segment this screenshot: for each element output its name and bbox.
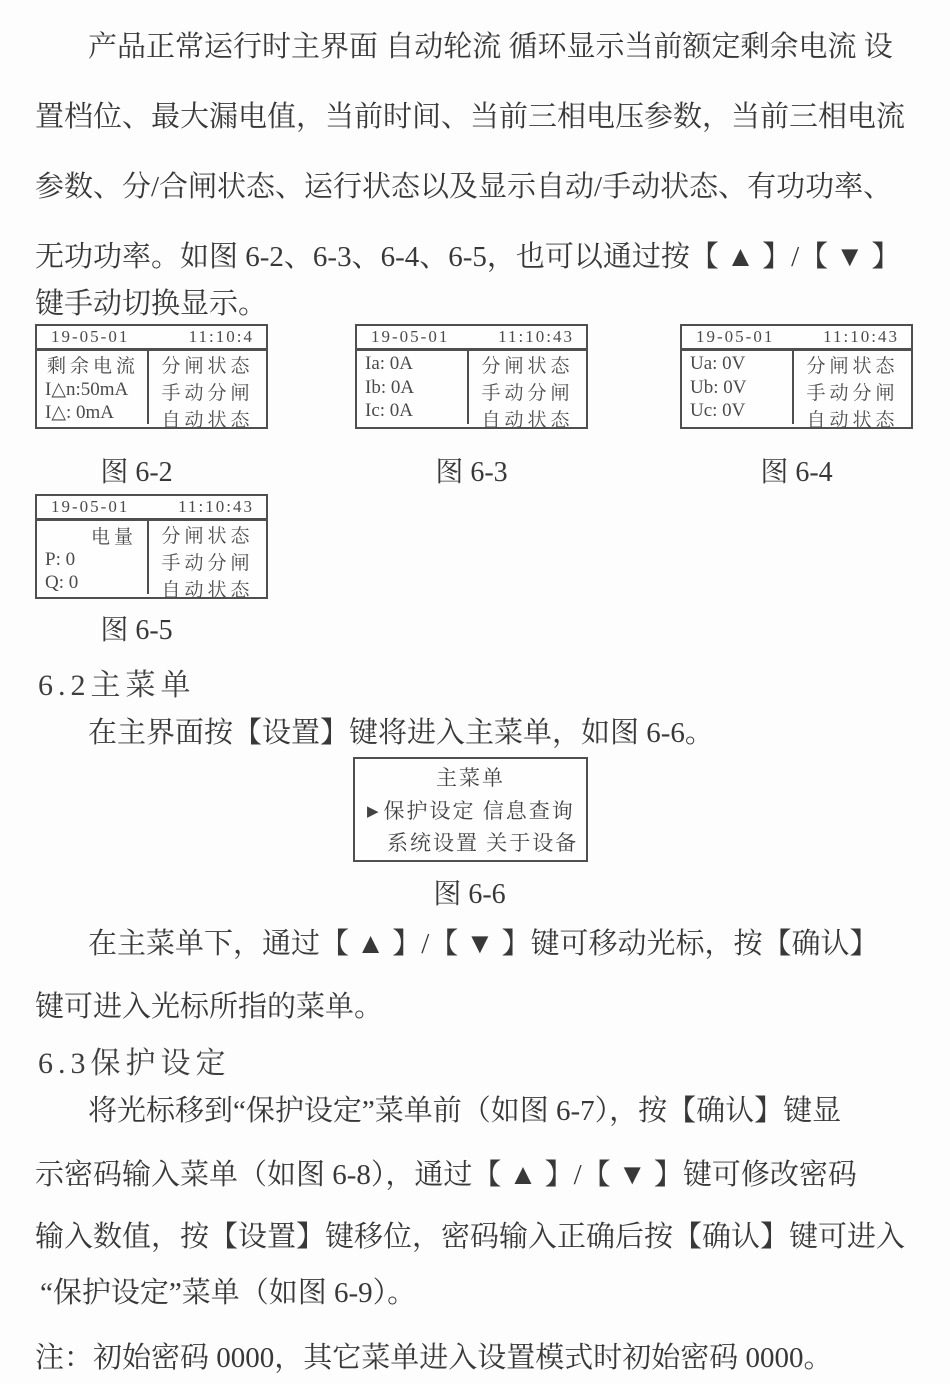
lcd-header bbox=[357, 326, 586, 351]
lcd-header bbox=[37, 496, 266, 521]
figure-caption-6-2: 图 6-2 bbox=[100, 457, 173, 488]
figure-caption-6-3: 图 6-3 bbox=[435, 457, 508, 488]
manual-trip-status: 手动分闸 bbox=[161, 383, 254, 404]
figure-caption-6-5: 图 6-5 bbox=[100, 615, 173, 646]
lcd-screen-fig-6-4 bbox=[680, 324, 913, 429]
lcd-body bbox=[357, 351, 586, 431]
menu-row-1 bbox=[355, 795, 586, 825]
section-6-2-paragraph-2-line-2: 键可进入光标所指的菜单。 bbox=[35, 991, 384, 1023]
lcd-header bbox=[682, 326, 911, 351]
phase-b-current: Ib: 0A bbox=[365, 376, 415, 398]
lcd-right-column bbox=[149, 351, 266, 431]
manual-trip-status: 手动分闸 bbox=[481, 383, 574, 404]
lcd-left-column bbox=[682, 351, 794, 424]
auto-status: 自动状态 bbox=[161, 580, 254, 601]
lcd-time: 11:10:4 bbox=[188, 327, 254, 346]
breaker-status: 分闸状态 bbox=[161, 356, 254, 377]
manual-trip-status: 手动分闸 bbox=[806, 383, 899, 404]
lcd-screen-fig-6-5 bbox=[35, 494, 268, 599]
lcd-screen-fig-6-3 bbox=[355, 324, 588, 429]
figure-caption-6-4: 图 6-4 bbox=[760, 457, 833, 488]
lcd-right-column bbox=[794, 351, 911, 431]
phase-c-voltage: Uc: 0V bbox=[690, 400, 746, 422]
residual-current-value: I△: 0mA bbox=[45, 402, 114, 423]
section-6-3-line-4: “保护设定”菜单（如图 6-9）。 bbox=[40, 1277, 417, 1309]
lcd-header bbox=[37, 326, 266, 351]
lcd-time: 11:10:43 bbox=[823, 327, 899, 346]
section-6-3-line-2: 示密码输入菜单（如图 6-8），通过【 ▲ 】/【 ▼ 】键可修改密码 bbox=[35, 1159, 857, 1191]
phase-c-current: Ic: 0A bbox=[365, 400, 414, 422]
auto-status: 自动状态 bbox=[161, 410, 254, 431]
lcd-body bbox=[37, 521, 266, 601]
phase-a-voltage: Ua: 0V bbox=[690, 352, 746, 374]
lcd-left-column bbox=[37, 521, 149, 594]
lcd-left-column bbox=[37, 351, 149, 424]
breaker-status: 分闸状态 bbox=[481, 356, 574, 377]
figure-caption-6-6: 图 6-6 bbox=[433, 879, 506, 910]
section-6-2-paragraph: 在主界面按【设置】键将进入主菜单，如图 6-6。 bbox=[88, 717, 714, 749]
main-menu-screen-fig-6-6 bbox=[353, 757, 588, 862]
phase-a-current: Ia: 0A bbox=[365, 352, 414, 374]
menu-title: 主菜单 bbox=[436, 765, 505, 790]
active-power-value: P: 0 bbox=[45, 549, 76, 570]
lcd-right-column bbox=[469, 351, 586, 431]
menu-row-2-items: 系统设置 关于设备 bbox=[387, 831, 579, 856]
section-6-3-line-3: 输入数值，按【设置】键移位，密码输入正确后按【确认】键可进入 bbox=[35, 1221, 906, 1253]
phase-b-voltage: Ub: 0V bbox=[690, 376, 747, 398]
intro-line-1: 产品正常运行时主界面 自动轮流 循环显示当前额定剩余电流 设 bbox=[88, 31, 893, 63]
breaker-status: 分闸状态 bbox=[806, 356, 899, 377]
lcd-time: 11:10:43 bbox=[178, 497, 254, 516]
section-6-2-paragraph-2-line-1: 在主菜单下，通过【 ▲ 】/【 ▼ 】键可移动光标，按【确认】 bbox=[88, 928, 879, 960]
lcd-time: 11:10:43 bbox=[498, 327, 574, 346]
reactive-power-value: Q: 0 bbox=[45, 571, 79, 593]
menu-row-1-items: 保护设定 信息查询 bbox=[383, 798, 575, 823]
auto-status: 自动状态 bbox=[481, 410, 574, 431]
note-line: 注：初始密码 0000，其它菜单进入设置模式时初始密码 0000。 bbox=[35, 1342, 833, 1374]
energy-label: 电量 bbox=[90, 526, 137, 548]
lcd-date: 19-05-01 bbox=[371, 327, 450, 346]
section-heading-6-3: 6.3保护设定 bbox=[38, 1047, 231, 1080]
lcd-date: 19-05-01 bbox=[696, 327, 775, 346]
auto-status: 自动状态 bbox=[806, 410, 899, 431]
section-heading-6-2: 6.2主菜单 bbox=[38, 669, 196, 702]
manual-trip-status: 手动分闸 bbox=[161, 553, 254, 574]
lcd-date: 19-05-01 bbox=[51, 327, 130, 346]
intro-line-5: 键手动切换显示。 bbox=[35, 288, 268, 320]
lcd-date: 19-05-01 bbox=[51, 497, 130, 516]
residual-current-label: 剩余电流 bbox=[47, 356, 140, 377]
menu-cursor-icon: ▶ bbox=[367, 803, 381, 820]
lcd-body bbox=[682, 351, 911, 431]
section-6-3-line-1: 将光标移到“保护设定”菜单前（如图 6-7），按【确认】键显 bbox=[88, 1095, 842, 1127]
lcd-left-column bbox=[357, 351, 469, 424]
intro-line-3: 参数、分/合闸状态、运行状态以及显示自动/手动状态、有功功率、 bbox=[35, 171, 893, 203]
lcd-body bbox=[37, 351, 266, 431]
rated-residual-current-value: I△n:50mA bbox=[45, 379, 129, 400]
intro-line-4: 无功功率。如图 6-2、6-3、6-4、6-5，也可以通过按【 ▲ 】/【 ▼ 】 bbox=[35, 241, 901, 273]
lcd-screen-fig-6-2 bbox=[35, 324, 268, 429]
intro-line-2: 置档位、最大漏电值，当前时间、当前三相电压参数，当前三相电流 bbox=[35, 101, 906, 133]
lcd-right-column bbox=[149, 521, 266, 601]
menu-row-2 bbox=[355, 827, 586, 857]
breaker-status: 分闸状态 bbox=[161, 526, 254, 547]
